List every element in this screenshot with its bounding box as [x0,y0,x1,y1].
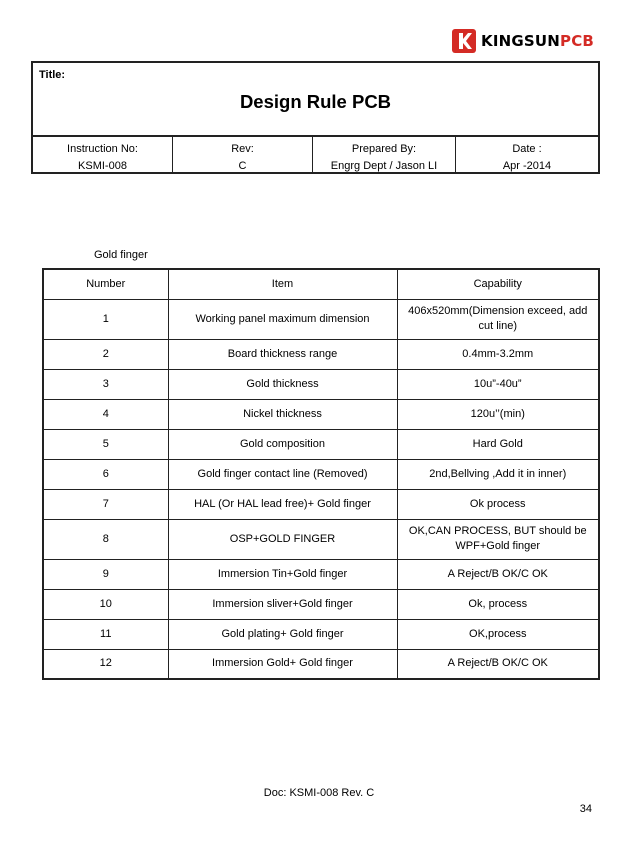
cell-number: 7 [43,489,168,519]
cell-number: 5 [43,429,168,459]
table-row [43,589,599,619]
meta-rev [173,137,313,172]
table-row [43,489,599,519]
table-row [43,619,599,649]
meta-value: C [238,160,247,172]
cell-number: 12 [43,649,168,679]
cell-item: Board thickness range [168,339,397,369]
meta-label: Prepared By: [351,143,417,155]
document-header [31,61,600,174]
cell-number: 6 [43,459,168,489]
cell-capability: Hard Gold [397,429,599,459]
table-row [43,369,599,399]
cell-number: 1 [43,299,168,339]
table-row [43,429,599,459]
meta-prepared-by [313,137,456,172]
title-label: Title: [39,69,66,81]
meta-value: KSMI-008 [78,160,127,172]
table-row [43,299,599,339]
cell-capability: 120u’’(min) [397,399,599,429]
footer-doc-ref: Doc: KSMI-008 Rev. C [263,787,375,799]
logo-name-main: KINGSUN [481,32,561,50]
company-logo [452,28,594,54]
column-header-capability: Capability [397,269,599,299]
cell-item: Gold finger contact line (Removed) [168,459,397,489]
table-row [43,339,599,369]
meta-date [456,137,598,172]
cell-item: Immersion Gold+ Gold finger [168,649,397,679]
cell-number: 11 [43,619,168,649]
cell-item: OSP+GOLD FINGER [168,519,397,559]
meta-label: Instruction No: [67,143,138,155]
meta-value: Engrg Dept / Jason LI [330,160,438,172]
meta-value: Apr -2014 [502,160,552,172]
cell-capability: 2nd,Bellving ,Add it in inner) [397,459,599,489]
cell-item: Immersion sliver+Gold finger [168,589,397,619]
meta-label: Rev: [231,143,254,155]
column-header-item: Item [168,269,397,299]
logo-wordmark [481,32,594,50]
cell-number: 8 [43,519,168,559]
gold-finger-table [42,268,600,680]
cell-capability: Ok process [397,489,599,519]
cell-capability: 406x520mm(Dimension exceed, add cut line) [397,299,599,339]
cell-number: 2 [43,339,168,369]
cell-number: 9 [43,559,168,589]
cell-item: Working panel maximum dimension [168,299,397,339]
section-title: Gold finger [94,249,148,261]
table-header-row [43,269,599,299]
cell-number: 3 [43,369,168,399]
cell-capability: A Reject/B OK/C OK [397,649,599,679]
cell-capability: OK,process [397,619,599,649]
cell-capability: 0.4mm-3.2mm [397,339,599,369]
column-header-number: Number [43,269,168,299]
page-number: 34 [579,803,592,815]
table-row [43,649,599,679]
cell-capability: A Reject/B OK/C OK [397,559,599,589]
document-meta [33,135,598,172]
cell-number: 10 [43,589,168,619]
table-row [43,399,599,429]
cell-capability: 10u”-40u” [397,369,599,399]
cell-item: Gold composition [168,429,397,459]
table-row [43,559,599,589]
logo-name-accent: PCB [560,32,595,50]
cell-item: Gold plating+ Gold finger [168,619,397,649]
cell-item: Nickel thickness [168,399,397,429]
page-title: Design Rule PCB [239,91,392,112]
cell-item: Gold thickness [168,369,397,399]
cell-capability: OK,CAN PROCESS, BUT should be WPF+Gold finger [397,519,599,559]
cell-number: 4 [43,399,168,429]
meta-instruction-no [33,137,173,172]
meta-label: Date : [512,143,542,155]
table-row [43,519,599,559]
cell-capability: Ok, process [397,589,599,619]
cell-item: HAL (Or HAL lead free)+ Gold finger [168,489,397,519]
cell-item: Immersion Tin+Gold finger [168,559,397,589]
table-row [43,459,599,489]
kingsun-logo-icon [452,29,476,53]
